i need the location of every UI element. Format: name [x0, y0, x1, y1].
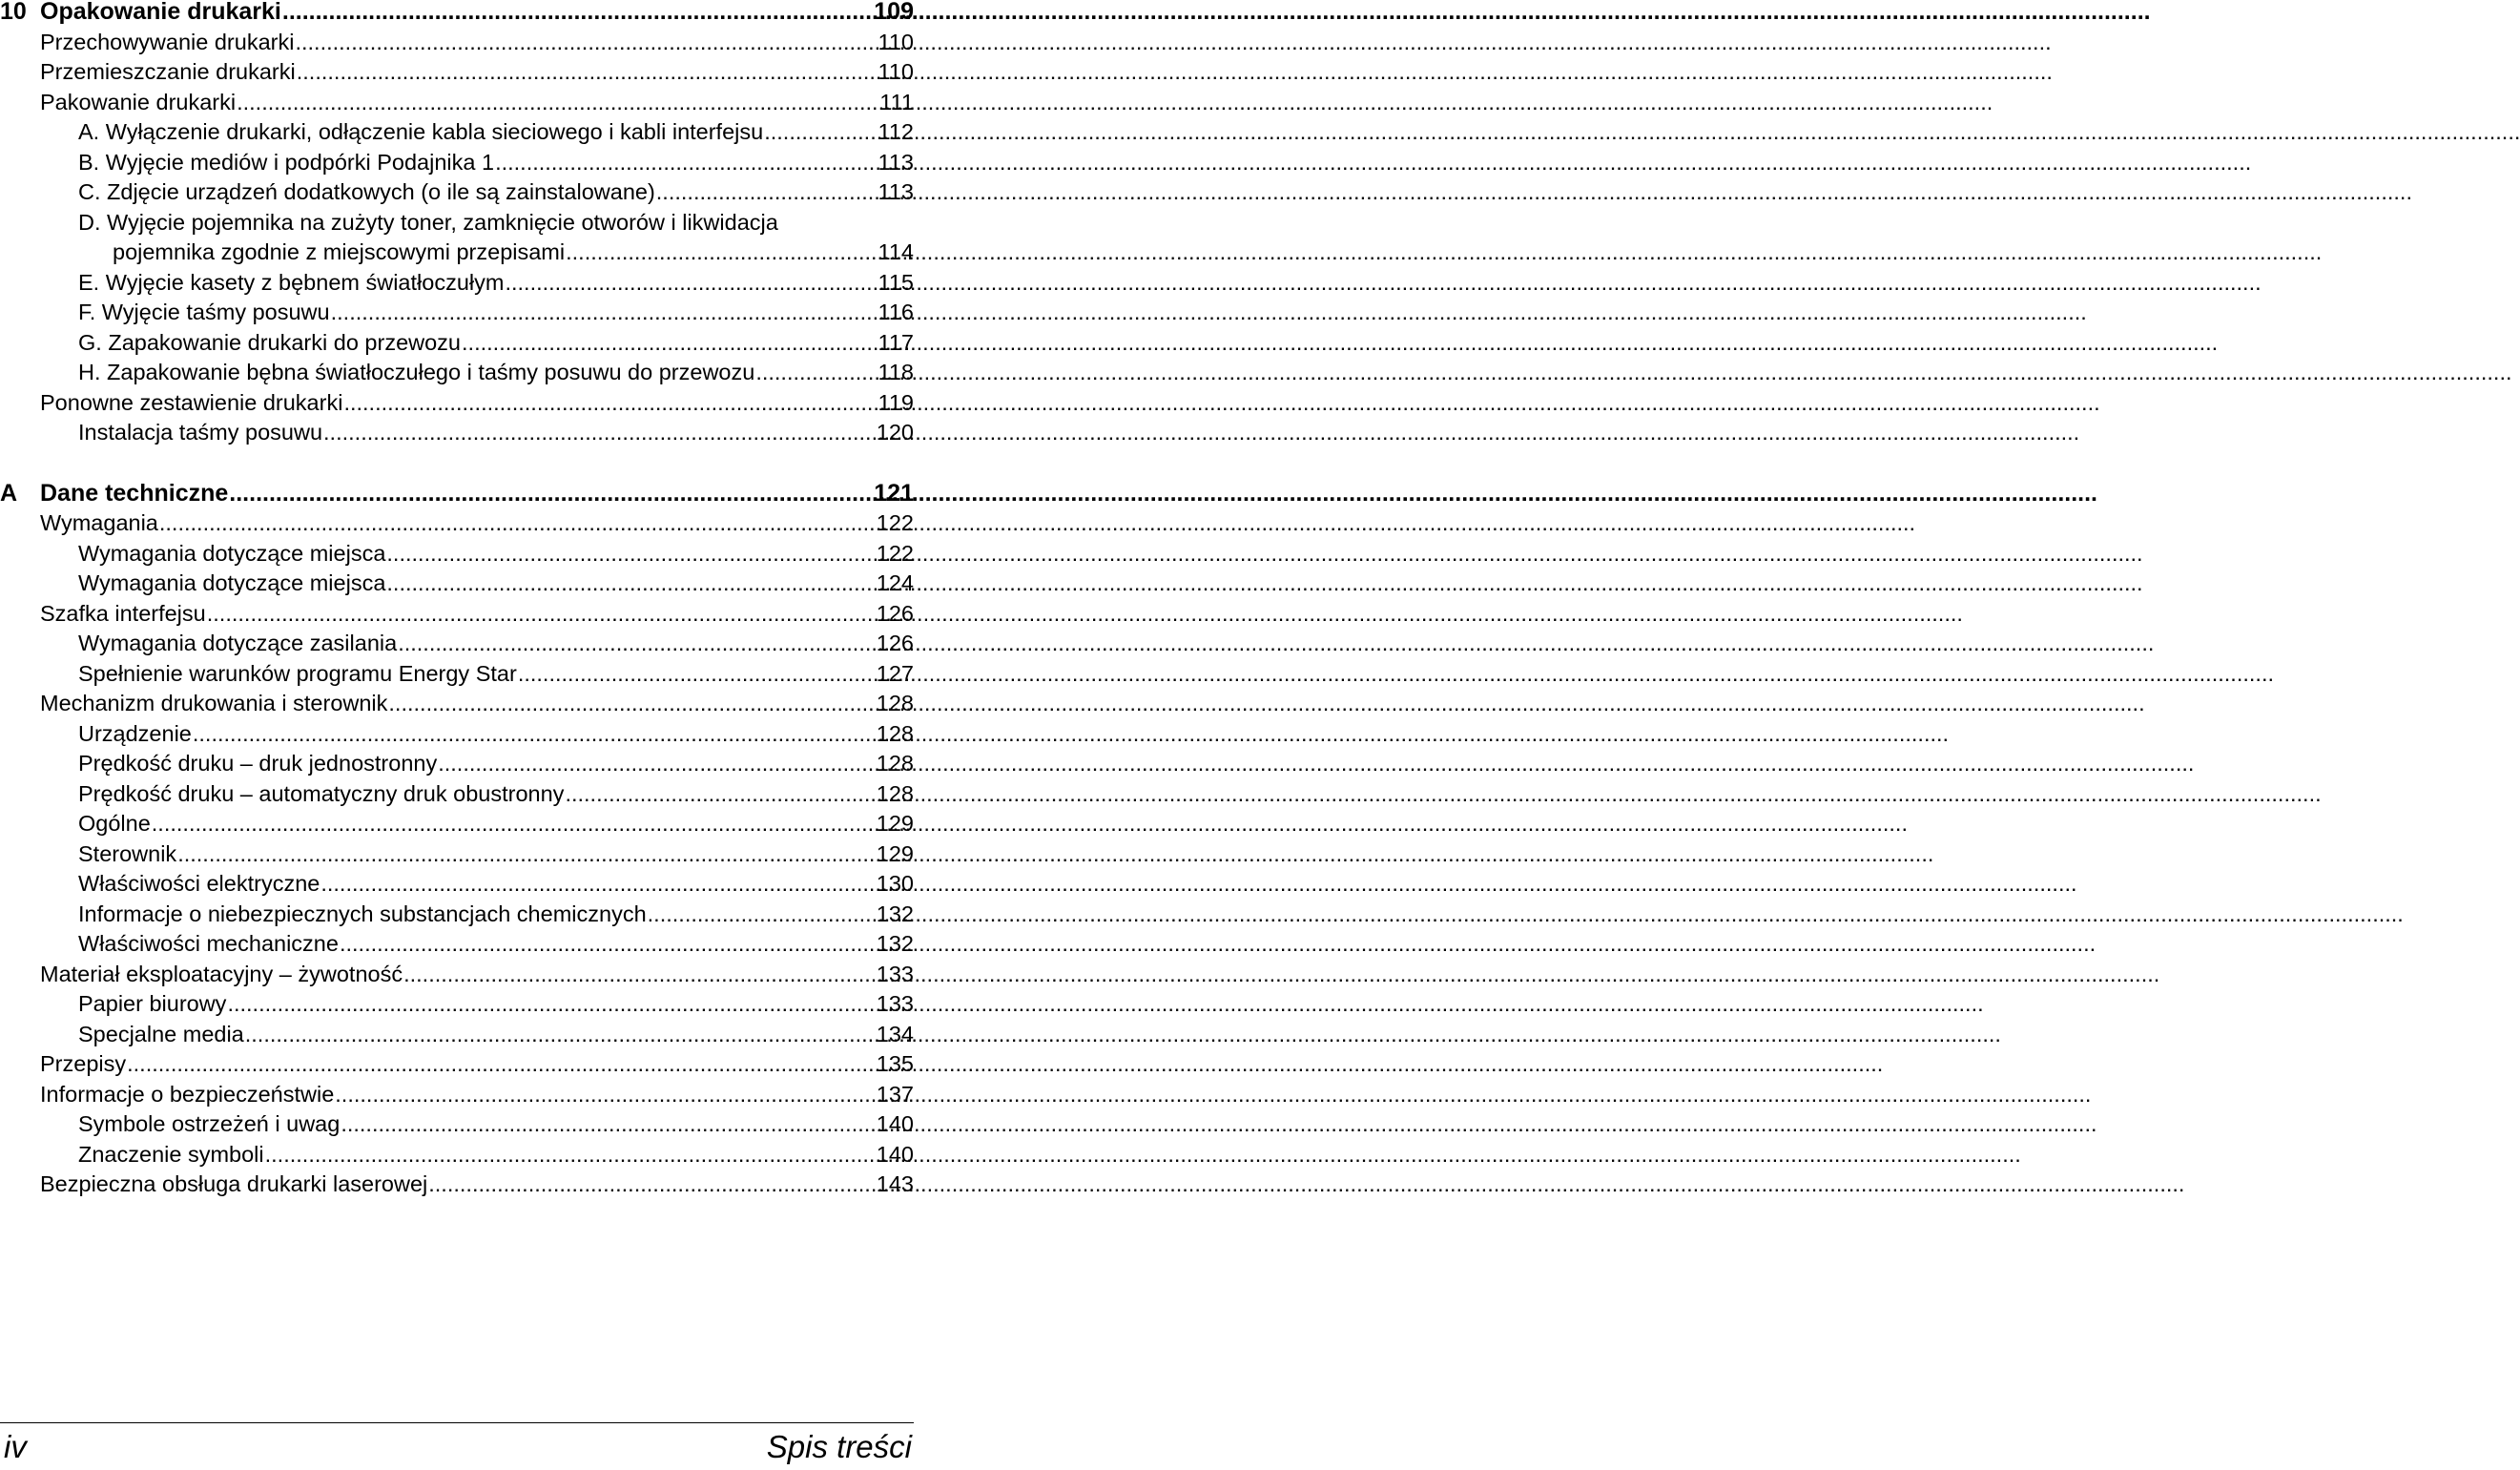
toc-entry-title: Ogólne: [78, 811, 151, 836]
toc-page-number: 127: [876, 660, 914, 686]
toc-page-number: 117: [878, 329, 914, 355]
dot-leader: [388, 689, 871, 719]
toc-page-number: 129: [876, 840, 914, 866]
toc-entry[interactable]: [0, 268, 914, 299]
toc-page-number: 140: [876, 1141, 914, 1167]
toc-entry[interactable]: [0, 1080, 914, 1110]
toc-entry-title: D. Wyjęcie pojemnika na zużyty toner, zamknięcie otworów i likwidacja: [78, 209, 778, 235]
toc-entry-title: Materiał eksploatacyjny – żywotność: [40, 961, 403, 986]
toc-entry[interactable]: [0, 1140, 914, 1170]
toc-entry-title: Specjalne media: [78, 1021, 244, 1046]
dot-leader: [403, 960, 871, 990]
toc-entry[interactable]: [0, 358, 914, 388]
toc-page-number: 128: [876, 751, 914, 776]
dot-leader: [428, 1170, 871, 1200]
toc-page-number: 116: [878, 300, 914, 324]
dot-leader: [229, 479, 865, 509]
toc-page-number: 122: [876, 510, 914, 535]
toc-page-number: 119: [878, 389, 914, 415]
toc-entry[interactable]: [0, 839, 914, 870]
toc-entry-title: Informacje o niebezpiecznych substancjach chemicznych: [78, 901, 647, 926]
footer-page-number: iv: [4, 1429, 27, 1464]
toc-entry-title: Bezpieczna obsługa drukarki laserowej: [40, 1171, 428, 1196]
toc-entry[interactable]: [0, 238, 914, 268]
toc-entry-title: Opakowanie drukarki: [40, 0, 281, 25]
toc-page-number: 113: [878, 179, 914, 204]
dot-leader: [438, 749, 871, 779]
toc-page-number: 124: [876, 570, 914, 595]
toc-page-number: 121: [874, 479, 914, 507]
dot-leader: [159, 508, 871, 539]
toc-page-number: 113: [878, 149, 914, 175]
toc-entry[interactable]: [0, 659, 914, 690]
dot-leader: [566, 238, 871, 268]
toc-entry[interactable]: [0, 208, 914, 238]
toc-page-number: 134: [876, 1021, 914, 1046]
toc-entry[interactable]: [0, 779, 914, 810]
dot-leader: [755, 358, 871, 388]
dot-leader: [343, 388, 871, 419]
toc-page-number: 118: [878, 360, 914, 384]
toc-entry[interactable]: [0, 1049, 914, 1080]
toc-entry-title: Wymagania dotyczące zasilania: [78, 631, 398, 655]
toc-page-number: 111: [879, 89, 914, 114]
toc-entry-title: Przepisy: [40, 1051, 127, 1076]
toc-entry[interactable]: [0, 1020, 914, 1050]
dot-leader: [495, 148, 871, 178]
toc-entry-title: pojemnika zgodnie z miejscowymi przepisami: [113, 239, 566, 264]
toc-page-number: 143: [876, 1171, 914, 1196]
toc-entry-title: G. Zapakowanie drukarki do przewozu: [78, 329, 462, 355]
toc-entry-title: Papier biurowy: [78, 991, 227, 1016]
toc-page-number: 122: [876, 540, 914, 566]
toc-page-number: 128: [876, 780, 914, 806]
toc-entry-title: Instalacja taśmy posuwu: [78, 420, 323, 445]
toc-entry[interactable]: [0, 1170, 914, 1200]
toc-entry-title: Pakowanie drukarki: [40, 89, 237, 114]
toc-entry[interactable]: [0, 88, 914, 118]
dot-leader: [505, 268, 871, 299]
toc-entry[interactable]: [0, 569, 914, 599]
toc-page-number: 128: [876, 720, 914, 746]
table-of-contents: [0, 0, 914, 1200]
toc-entry-title: Spełnienie warunków programu Energy Star: [78, 660, 517, 686]
toc-page-number: 120: [876, 420, 914, 445]
toc-entry[interactable]: [0, 148, 914, 178]
dot-leader: [177, 839, 871, 870]
toc-entry-title: A. Wyłączenie drukarki, odłączenie kabla sieciowego i kabli interfejsu: [78, 119, 764, 144]
toc-entry[interactable]: [0, 1109, 914, 1140]
toc-entry-title: Właściwości mechaniczne: [78, 931, 339, 956]
dot-leader: [320, 869, 871, 900]
toc-entry-title: Ponowne zestawienie drukarki: [40, 389, 343, 415]
dot-leader: [331, 298, 871, 328]
toc-entry-title: Przechowywanie drukarki: [40, 29, 295, 54]
toc-page-number: 112: [878, 119, 914, 144]
toc-page-number: 140: [876, 1111, 914, 1136]
toc-entry-title: H. Zapakowanie bębna światłoczułego i taśmy posuwu do przewozu: [78, 360, 755, 384]
footer-section-title: Spis treści: [766, 1429, 912, 1464]
toc-entry-title: Sterownik: [78, 840, 177, 866]
toc-entry-title: Prędkość druku – druk jednostronny: [78, 751, 438, 776]
toc-entry-title: Symbole ostrzeżeń i uwag: [78, 1111, 341, 1136]
dot-leader: [282, 0, 865, 28]
toc-entry[interactable]: [0, 749, 914, 779]
dot-leader: [237, 88, 871, 118]
toc-entry[interactable]: [0, 388, 914, 419]
toc-page-number: 109: [874, 0, 914, 25]
toc-entry-title: Przemieszczanie drukarki: [40, 59, 296, 84]
dot-leader: [386, 539, 871, 569]
toc-entry-title: Prędkość druku – automatyczny druk obustronny: [78, 780, 565, 806]
toc-entry[interactable]: [0, 689, 914, 719]
toc-entry[interactable]: [0, 599, 914, 630]
toc-entry-title: Wymagania dotyczące miejsca: [78, 540, 386, 566]
toc-chapter[interactable]: [0, 479, 914, 509]
dot-leader: [462, 328, 871, 359]
dot-leader: [386, 569, 871, 599]
toc-entry-title: Szafka interfejsu: [40, 600, 206, 626]
chapter-number: 10: [0, 0, 27, 25]
dot-leader: [193, 719, 871, 750]
dot-leader: [341, 1109, 871, 1140]
toc-entry[interactable]: [0, 117, 914, 148]
dot-leader: [245, 1020, 871, 1050]
dot-leader: [340, 929, 871, 960]
dot-leader: [648, 900, 871, 930]
toc-chapter[interactable]: [0, 0, 914, 28]
footer-rule: [0, 1422, 914, 1423]
dot-leader: [297, 57, 871, 88]
toc-entry[interactable]: [0, 28, 914, 58]
dot-leader: [265, 1140, 871, 1170]
toc-page-number: 132: [876, 931, 914, 956]
toc-entry-title: F. Wyjęcie taśmy posuwu: [78, 300, 330, 324]
toc-page-number: 132: [876, 901, 914, 926]
toc-page-number: 128: [876, 691, 914, 715]
toc-page-number: 133: [876, 961, 914, 986]
toc-entry[interactable]: [0, 929, 914, 960]
dot-leader: [127, 1049, 871, 1080]
toc-entry[interactable]: [0, 508, 914, 539]
toc-page-number: 126: [876, 600, 914, 626]
toc-page-number: 133: [876, 991, 914, 1016]
toc-page-number: 126: [876, 631, 914, 655]
toc-entry[interactable]: [0, 298, 914, 328]
dot-leader: [398, 629, 871, 659]
toc-entry[interactable]: [0, 960, 914, 990]
toc-page-number: 110: [878, 59, 914, 84]
toc-entry-title: Informacje o bezpieczeństwie: [40, 1081, 335, 1107]
toc-page-number: 110: [878, 29, 914, 54]
chapter-number: A: [0, 479, 18, 507]
toc-entry-title: Właściwości elektryczne: [78, 871, 320, 896]
toc-page-number: 137: [876, 1081, 914, 1107]
dot-leader: [565, 779, 871, 810]
dot-leader: [335, 1080, 871, 1110]
toc-entry[interactable]: [0, 328, 914, 359]
toc-entry[interactable]: [0, 539, 914, 569]
toc-entry[interactable]: [0, 719, 914, 750]
dot-leader: [207, 599, 871, 630]
toc-entry[interactable]: [0, 57, 914, 88]
toc-entry-title: Znaczenie symboli: [78, 1141, 264, 1167]
toc-entry-title: E. Wyjęcie kasety z bębnem światłoczułym: [78, 269, 505, 295]
toc-entry-title: Wymagania dotyczące miejsca: [78, 570, 386, 595]
dot-leader: [518, 659, 871, 690]
toc-page-number: 115: [878, 269, 914, 295]
toc-entry[interactable]: [0, 869, 914, 900]
toc-entry[interactable]: [0, 629, 914, 659]
toc-entry-title: B. Wyjęcie mediów i podpórki Podajnika 1: [78, 149, 495, 175]
toc-entry-title: C. Zdjęcie urządzeń dodatkowych (o ile są zainstalowane): [78, 179, 655, 204]
dot-leader: [323, 418, 871, 448]
toc-page-number: 114: [878, 239, 914, 264]
dot-leader: [656, 177, 871, 208]
toc-entry-title: Mechanizm drukowania i sterownik: [40, 691, 388, 715]
dot-leader: [764, 117, 871, 148]
toc-entry[interactable]: [0, 900, 914, 930]
toc-entry-title: Urządzenie: [78, 720, 192, 746]
dot-leader: [152, 809, 871, 839]
toc-page-number: 129: [876, 811, 914, 836]
toc-page-number: 135: [876, 1051, 914, 1076]
toc-entry[interactable]: [0, 418, 914, 448]
dot-leader: [227, 989, 871, 1020]
toc-entry[interactable]: [0, 809, 914, 839]
toc-entry[interactable]: [0, 177, 914, 208]
toc-entry[interactable]: [0, 989, 914, 1020]
toc-page-number: 130: [876, 871, 914, 896]
toc-entry-title: Wymagania: [40, 510, 158, 535]
toc-entry-title: Dane techniczne: [40, 479, 229, 507]
dot-leader: [295, 28, 871, 58]
